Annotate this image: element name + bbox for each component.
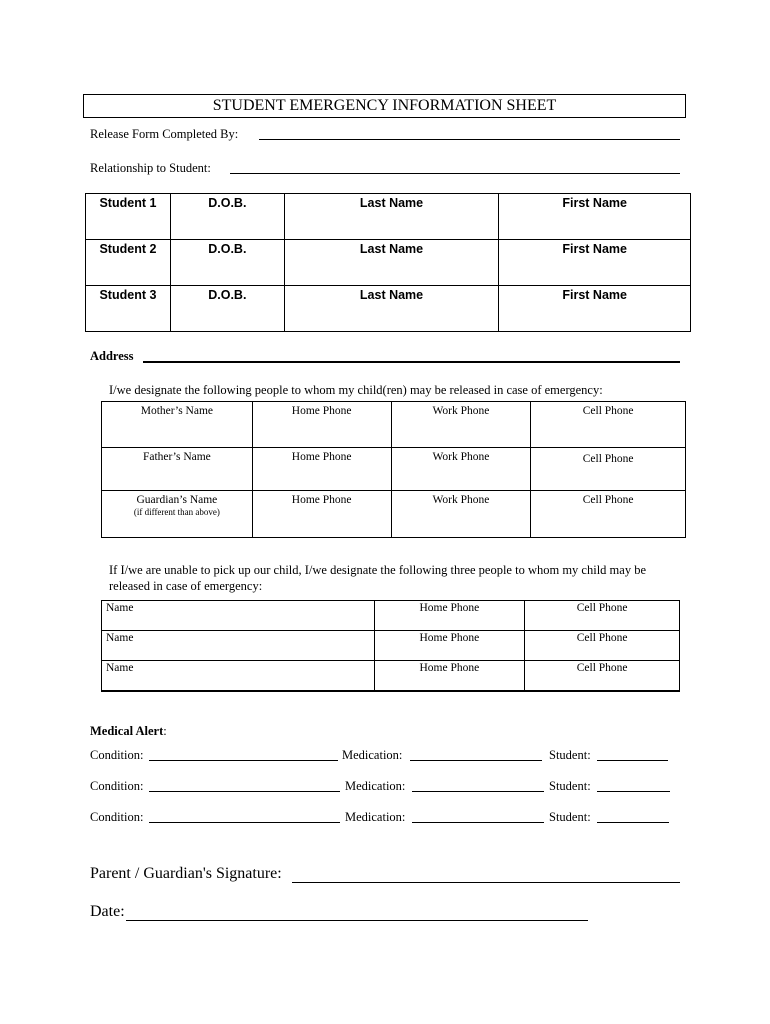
- medical-alert-colon: :: [163, 724, 167, 738]
- condition-field[interactable]: [149, 791, 340, 792]
- last-name-cell[interactable]: Last Name: [284, 240, 499, 286]
- pickup-table: [101, 600, 680, 692]
- first-name-cell[interactable]: First Name: [499, 240, 691, 286]
- student-field[interactable]: [597, 822, 669, 823]
- table-row: [102, 402, 686, 448]
- home-phone-cell[interactable]: Home Phone: [374, 631, 525, 661]
- table-row: [102, 661, 680, 691]
- student-label: Student:: [549, 748, 591, 762]
- page-title: STUDENT EMERGENCY INFORMATION SHEET: [83, 94, 686, 118]
- cell-phone-cell[interactable]: Cell Phone: [531, 448, 686, 491]
- home-phone-cell[interactable]: Home Phone: [374, 601, 525, 631]
- address-field[interactable]: [143, 361, 680, 363]
- pickup-name-cell[interactable]: Name: [102, 631, 375, 661]
- table-row: [86, 286, 691, 332]
- medication-label: Medication:: [342, 748, 403, 762]
- home-phone-cell[interactable]: Home Phone: [252, 491, 391, 538]
- condition-label: Condition:: [90, 779, 144, 793]
- cell-phone-cell[interactable]: Cell Phone: [531, 402, 686, 448]
- mother-name-cell[interactable]: Mother’s Name: [102, 402, 253, 448]
- first-name-cell[interactable]: First Name: [499, 286, 691, 332]
- table-row: [86, 194, 691, 240]
- father-name-cell[interactable]: Father’s Name: [102, 448, 253, 491]
- cell-phone-cell[interactable]: Cell Phone: [525, 601, 680, 631]
- guardian-name-cell[interactable]: [102, 491, 253, 538]
- student-3-cell[interactable]: Student 3: [86, 286, 171, 332]
- signature-field[interactable]: [292, 882, 680, 883]
- medication-field[interactable]: [412, 822, 544, 823]
- signature-label: Parent / Guardian's Signature:: [90, 865, 282, 882]
- home-phone-cell[interactable]: Home Phone: [252, 448, 391, 491]
- pickup-text: If I/we are unable to pick up our child, I/we designate the following three people to whom my child may be released in case of emergency:: [109, 563, 646, 593]
- dob-cell[interactable]: D.O.B.: [170, 240, 284, 286]
- students-table: [85, 193, 691, 332]
- last-name-cell[interactable]: Last Name: [284, 286, 499, 332]
- table-row: [102, 601, 680, 631]
- first-name-cell[interactable]: First Name: [499, 194, 691, 240]
- student-1-cell[interactable]: Student 1: [86, 194, 171, 240]
- dob-cell[interactable]: D.O.B.: [170, 286, 284, 332]
- relationship-field[interactable]: [230, 173, 680, 174]
- medication-field[interactable]: [412, 791, 544, 792]
- student-label: Student:: [549, 810, 591, 824]
- condition-field[interactable]: [149, 822, 340, 823]
- work-phone-cell[interactable]: Work Phone: [391, 448, 531, 491]
- student-field[interactable]: [597, 760, 668, 761]
- condition-label: Condition:: [90, 748, 144, 762]
- date-field[interactable]: [126, 920, 588, 921]
- pickup-name-cell[interactable]: Name: [102, 601, 375, 631]
- guardian-note: (if different than above): [133, 507, 220, 517]
- designate-text: I/we designate the following people to whom my child(ren) may be released in case of emergency:: [109, 383, 603, 397]
- student-2-cell[interactable]: Student 2: [86, 240, 171, 286]
- home-phone-cell[interactable]: Home Phone: [374, 661, 525, 691]
- pickup-name-cell[interactable]: Name: [102, 661, 375, 691]
- relationship-label: Relationship to Student:: [90, 161, 211, 175]
- medication-label: Medication:: [345, 810, 406, 824]
- table-row: [102, 448, 686, 491]
- date-label: Date:: [90, 903, 125, 920]
- work-phone-cell[interactable]: Work Phone: [391, 402, 531, 448]
- table-row: [86, 240, 691, 286]
- parents-table: [101, 401, 686, 538]
- medication-label: Medication:: [345, 779, 406, 793]
- medical-alert-label: Medical Alert: [90, 724, 164, 738]
- table-row: [102, 631, 680, 661]
- home-phone-cell[interactable]: Home Phone: [252, 402, 391, 448]
- table-row: [102, 491, 686, 538]
- last-name-cell[interactable]: Last Name: [284, 194, 499, 240]
- dob-cell[interactable]: D.O.B.: [170, 194, 284, 240]
- student-field[interactable]: [597, 791, 670, 792]
- address-label: Address: [90, 349, 134, 363]
- student-label: Student:: [549, 779, 591, 793]
- condition-label: Condition:: [90, 810, 144, 824]
- cell-phone-cell[interactable]: Cell Phone: [525, 631, 680, 661]
- guardian-name-label: Guardian’s Name: [136, 494, 218, 506]
- cell-phone-cell[interactable]: Cell Phone: [525, 661, 680, 691]
- release-form-field[interactable]: [259, 139, 680, 140]
- work-phone-cell[interactable]: Work Phone: [391, 491, 531, 538]
- condition-field[interactable]: [149, 760, 338, 761]
- medication-field[interactable]: [410, 760, 542, 761]
- medical-alert-heading: [90, 724, 167, 739]
- release-form-label: Release Form Completed By:: [90, 127, 239, 141]
- cell-phone-cell[interactable]: Cell Phone: [531, 491, 686, 538]
